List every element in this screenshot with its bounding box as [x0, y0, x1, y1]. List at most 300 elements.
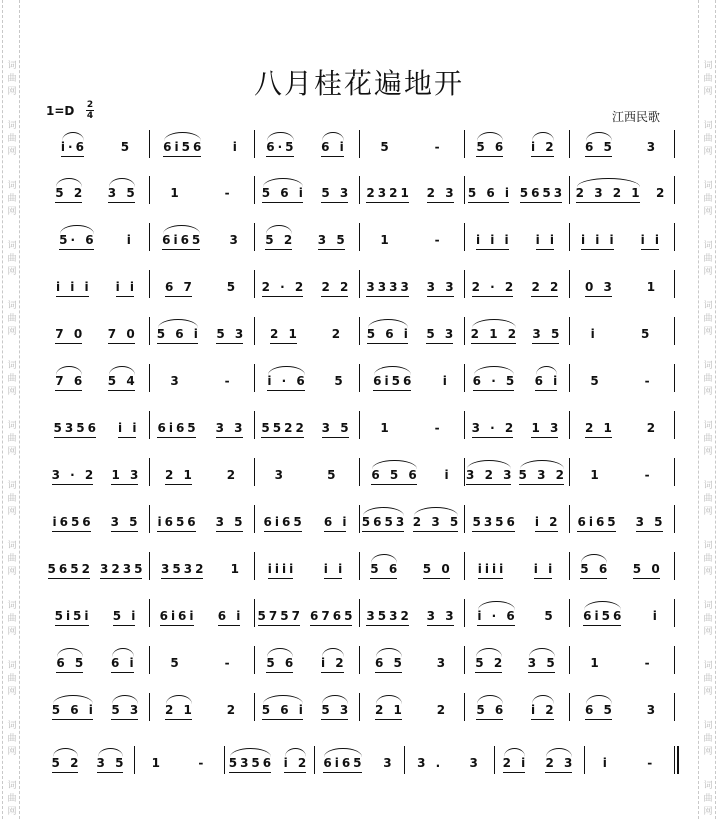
measure	[359, 264, 464, 308]
measure	[149, 311, 254, 355]
note-group: i i	[641, 225, 662, 253]
note-group: 3 5	[322, 413, 352, 441]
score-line	[44, 124, 680, 168]
note-group: 3 5	[97, 748, 127, 776]
measure	[254, 499, 359, 543]
watermark-text: 词 曲 网	[7, 361, 17, 397]
note-group: 0 3	[585, 272, 615, 300]
measure	[44, 264, 149, 308]
note-group: 5	[120, 140, 133, 154]
final-barline	[674, 746, 679, 774]
note-group: 3	[229, 233, 241, 247]
note-group: 3	[646, 703, 659, 717]
note-group: 3 5	[108, 178, 138, 206]
measure	[359, 687, 464, 731]
note-group: 3532	[366, 601, 411, 629]
score-line	[44, 740, 680, 784]
watermark-text: 词 曲 网	[7, 421, 17, 457]
measure	[44, 499, 149, 543]
measure	[149, 640, 254, 684]
note-group: 6 i	[324, 507, 350, 535]
note-group: 5 i	[113, 601, 139, 629]
note-group: i656	[52, 507, 93, 535]
note-group: 5522	[261, 413, 306, 441]
measure	[569, 640, 674, 684]
note-group: i i	[534, 554, 555, 582]
note-group: 3	[469, 756, 481, 770]
note-group: i 2	[531, 132, 557, 160]
score-line	[44, 170, 680, 214]
note-group: 3 3	[427, 601, 457, 629]
measure	[149, 405, 254, 449]
note-group: 6i65	[577, 507, 618, 535]
song-attribution: 江西民歌	[612, 110, 661, 124]
measure	[149, 217, 254, 261]
measure	[359, 452, 464, 496]
watermark-text: 词 曲 网	[7, 481, 17, 517]
measure	[569, 593, 674, 637]
watermark-text: 词 曲 网	[703, 421, 713, 457]
note-group: 6i6i	[160, 601, 197, 629]
measure	[569, 124, 674, 168]
note-group: i	[444, 468, 452, 482]
note-group: 2 3	[427, 178, 457, 206]
watermark-text: 词 曲 网	[7, 61, 17, 97]
note-group: 2 · 2	[262, 272, 307, 300]
note-group: 3 2 3	[466, 460, 514, 488]
note-group: 3235	[100, 554, 145, 582]
measure	[44, 311, 149, 355]
measure	[44, 124, 149, 168]
barline	[674, 223, 675, 251]
measure	[464, 311, 569, 355]
measure	[149, 124, 254, 168]
note-group: 3 5	[318, 225, 348, 253]
note-group: 3333	[366, 272, 411, 300]
barline	[674, 505, 675, 533]
note-group: 6 i	[218, 601, 244, 629]
note-group: 3 5	[532, 319, 562, 347]
measure	[149, 170, 254, 214]
watermark-text: 词 曲 网	[7, 601, 17, 637]
note-group: -	[644, 468, 653, 482]
note-group: 2 1	[165, 460, 195, 488]
note-group: 6 7	[165, 272, 195, 300]
measure	[464, 546, 569, 590]
note-group: i	[602, 756, 610, 770]
note-group: 2 1 2	[471, 319, 519, 347]
watermark-text: 词 曲 网	[703, 781, 713, 817]
measure	[569, 499, 674, 543]
measure	[254, 687, 359, 731]
watermark-text: 词 曲 网	[703, 301, 713, 337]
watermark-text: 词 曲 网	[703, 181, 713, 217]
note-group: 5356	[229, 748, 274, 776]
note-group: 6 5	[375, 648, 405, 676]
barline	[674, 270, 675, 298]
note-group: 3 3	[216, 413, 246, 441]
measure	[569, 687, 674, 731]
key-signature: 1=D	[46, 104, 75, 118]
measure	[359, 546, 464, 590]
measure	[254, 264, 359, 308]
note-group: 1	[646, 280, 659, 294]
measure	[359, 358, 464, 402]
note-group: 6 5	[585, 695, 615, 723]
note-group: 5i5i	[55, 601, 92, 629]
measure	[464, 124, 569, 168]
note-group: i	[126, 233, 134, 247]
note-group: i	[232, 140, 240, 154]
measure	[464, 452, 569, 496]
note-group: -	[224, 656, 233, 670]
left-margin-strip	[2, 0, 20, 819]
watermark-text: 词 曲 网	[703, 661, 713, 697]
note-group: -	[644, 656, 653, 670]
measure	[44, 170, 149, 214]
measure	[44, 687, 149, 731]
barline	[674, 552, 675, 580]
measure	[464, 499, 569, 543]
note-group: 6·5	[266, 132, 296, 160]
note-group: 5 6 i	[367, 319, 411, 347]
note-group: 5 6	[370, 554, 400, 582]
note-group: 5653	[520, 178, 565, 206]
note-group: 5	[170, 656, 182, 670]
measure	[254, 311, 359, 355]
measure	[254, 358, 359, 402]
note-group: 5 3	[321, 178, 351, 206]
note-group: 6765	[310, 601, 355, 629]
note-group: 5	[327, 468, 339, 482]
note-group: 5 6 i	[262, 695, 306, 723]
note-group: 2 1	[585, 413, 615, 441]
note-group: iiii	[268, 554, 296, 582]
score-line	[44, 264, 680, 308]
note-group: 5 3	[321, 695, 351, 723]
note-group: 2	[646, 421, 659, 435]
watermark-text: 词 曲 网	[703, 361, 713, 397]
note-group: 5 2	[55, 178, 85, 206]
note-group: 5 6 i	[157, 319, 201, 347]
page-title: 八月桂花遍地开	[253, 67, 464, 100]
barline	[674, 317, 675, 345]
measure	[359, 124, 464, 168]
note-group: i i	[118, 413, 139, 441]
measure	[254, 593, 359, 637]
note-group: i i i	[476, 225, 512, 253]
note-group: i 2	[284, 748, 310, 776]
measure	[44, 640, 149, 684]
note-group: 5	[544, 609, 556, 623]
barline	[674, 411, 675, 439]
measure	[569, 217, 674, 261]
note-group: 2 1	[270, 319, 300, 347]
measure	[149, 499, 254, 543]
measure	[359, 499, 464, 543]
measure	[359, 311, 464, 355]
note-group: 6i56	[163, 132, 204, 160]
measure	[359, 640, 464, 684]
measure	[254, 217, 359, 261]
note-group: 2 2	[531, 272, 561, 300]
note-group: 3 3	[427, 272, 457, 300]
note-group: 5652	[48, 554, 93, 582]
watermark-text: 词 曲 网	[7, 301, 17, 337]
measure	[359, 217, 464, 261]
note-group: 5	[380, 140, 392, 154]
note-group: 5 3	[216, 319, 246, 347]
note-group: 6i56	[373, 366, 414, 394]
measure	[254, 124, 359, 168]
note-group: 1	[151, 756, 164, 770]
score-line	[44, 405, 680, 449]
note-group: 2 2	[321, 272, 351, 300]
note-group: 5 3	[111, 695, 141, 723]
note-group: i	[590, 327, 598, 341]
note-group: 2 1	[165, 695, 195, 723]
note-group: -	[434, 421, 443, 435]
barline	[674, 458, 675, 486]
score-line	[44, 687, 680, 731]
note-group: 6 · 5	[473, 366, 518, 394]
note-group: -	[434, 140, 443, 154]
note-group: 3 · 2	[472, 413, 517, 441]
measure	[224, 740, 314, 784]
measure	[254, 640, 359, 684]
barline	[674, 599, 675, 627]
note-group: 3 .	[417, 756, 444, 770]
note-group: 7 0	[108, 319, 138, 347]
measure	[464, 170, 569, 214]
barline	[674, 646, 675, 674]
note-group: i · 6	[477, 601, 517, 629]
note-group: i	[442, 374, 450, 388]
measure	[359, 405, 464, 449]
watermark-text: 词 曲 网	[7, 121, 17, 157]
note-group: 6i65	[323, 748, 364, 776]
measure	[254, 405, 359, 449]
note-group: 5 6 i	[262, 178, 306, 206]
measure	[44, 593, 149, 637]
note-group: -	[647, 756, 656, 770]
measure	[254, 170, 359, 214]
measure	[134, 740, 224, 784]
score-line	[44, 358, 680, 402]
note-group: 6i65	[264, 507, 305, 535]
note-group: i·6	[61, 132, 87, 160]
barline	[674, 693, 675, 721]
measure	[569, 546, 674, 590]
note-group: 5 2	[475, 648, 505, 676]
note-group: 5 2	[52, 748, 82, 776]
measure	[359, 170, 464, 214]
measure	[44, 358, 149, 402]
note-group: 7 0	[55, 319, 85, 347]
note-group: 5356	[472, 507, 517, 535]
note-group: 5 0	[633, 554, 663, 582]
note-group: 5	[226, 280, 239, 294]
note-group: 3 5	[216, 507, 246, 535]
note-group: 2	[436, 703, 449, 717]
note-group: 1	[590, 656, 602, 670]
note-group: 6 i	[111, 648, 137, 676]
watermark-text: 词 曲 网	[7, 721, 17, 757]
note-group: 5356	[54, 413, 99, 441]
note-group: -	[224, 374, 233, 388]
note-group: 3	[274, 468, 286, 482]
measure	[569, 264, 674, 308]
measure	[44, 546, 149, 590]
note-group: 2	[226, 468, 239, 482]
note-group: 5 6	[476, 132, 506, 160]
note-group: 6 5	[585, 132, 615, 160]
measure	[464, 264, 569, 308]
score-line	[44, 452, 680, 496]
note-group: 5 3	[426, 319, 456, 347]
measure	[404, 740, 494, 784]
watermark-text: 词 曲 网	[703, 61, 713, 97]
measure	[569, 452, 674, 496]
measure	[44, 217, 149, 261]
measure	[569, 170, 674, 214]
watermark-text: 词 曲 网	[7, 541, 17, 577]
measure	[464, 593, 569, 637]
score-line	[44, 311, 680, 355]
note-group: 5 6	[476, 695, 506, 723]
note-group: 3 · 2	[52, 460, 97, 488]
note-group: i i	[116, 272, 137, 300]
note-group: 2 · 2	[472, 272, 517, 300]
note-group: 5 0	[423, 554, 453, 582]
note-group: 1	[170, 186, 182, 200]
note-group: 3 5	[111, 507, 141, 535]
note-group: i 2	[531, 695, 557, 723]
note-group: 3 5	[528, 648, 558, 676]
measure	[44, 452, 149, 496]
note-group: i 2	[535, 507, 561, 535]
note-group: 5 4	[108, 366, 138, 394]
note-group: 2 i	[503, 748, 529, 776]
measure	[569, 405, 674, 449]
note-group: 2 3 2 1	[576, 178, 643, 206]
note-group: i	[652, 609, 660, 623]
time-denominator: 4	[86, 111, 94, 121]
measure	[44, 740, 134, 784]
note-group: 5	[641, 327, 653, 341]
barline	[674, 130, 675, 158]
measure	[149, 452, 254, 496]
note-group: 5 6 i	[468, 178, 512, 206]
measure	[464, 640, 569, 684]
note-group: 5 3 2	[519, 460, 567, 488]
note-group: 6i56	[583, 601, 624, 629]
note-group: i i	[324, 554, 345, 582]
note-group: 1	[380, 421, 392, 435]
note-group: 3	[646, 140, 659, 154]
watermark-text: 词 曲 网	[7, 181, 17, 217]
note-group: 3	[436, 656, 449, 670]
note-group: 1	[230, 562, 242, 576]
note-group: i656	[157, 507, 198, 535]
note-group: 6 i	[535, 366, 561, 394]
note-group: 2	[331, 327, 344, 341]
note-group: 5653	[362, 507, 407, 535]
note-group: i i	[536, 225, 557, 253]
measure	[464, 358, 569, 402]
note-group: -	[434, 233, 443, 247]
measure	[494, 740, 584, 784]
note-group: 2 3 5	[413, 507, 461, 535]
note-group: 5 6	[266, 648, 296, 676]
measure	[314, 740, 404, 784]
note-group: iiii	[478, 554, 506, 582]
note-group: 1	[590, 468, 602, 482]
measure	[584, 740, 674, 784]
note-group: 5 6	[580, 554, 610, 582]
watermark-text: 词 曲 网	[703, 541, 713, 577]
note-group: 5757	[258, 601, 303, 629]
measure	[254, 546, 359, 590]
barline	[674, 364, 675, 392]
time-signature	[86, 100, 94, 121]
note-group: 2	[655, 186, 668, 200]
watermark-text: 词 曲 网	[7, 661, 17, 697]
note-group: 6i65	[162, 225, 203, 253]
note-group: 5	[334, 374, 346, 388]
measure	[149, 358, 254, 402]
note-group: 2321	[366, 178, 411, 206]
measure	[569, 358, 674, 402]
watermark-text: 词 曲 网	[703, 241, 713, 277]
measure	[254, 452, 359, 496]
note-group: 7 6	[55, 366, 85, 394]
score-line	[44, 593, 680, 637]
watermark-text: 词 曲 网	[7, 781, 17, 817]
score-line	[44, 640, 680, 684]
note-group: 3532	[161, 554, 206, 582]
measure	[149, 593, 254, 637]
note-group: 6 5	[56, 648, 86, 676]
note-group: 1 3	[531, 413, 561, 441]
note-group: 3	[170, 374, 182, 388]
note-group: -	[224, 186, 233, 200]
note-group: 5· 6	[59, 225, 96, 253]
measure	[359, 593, 464, 637]
note-group: 6i65	[157, 413, 198, 441]
measure	[464, 687, 569, 731]
note-group: -	[644, 374, 653, 388]
watermark-text: 词 曲 网	[7, 241, 17, 277]
measure	[464, 217, 569, 261]
note-group: 2	[226, 703, 239, 717]
note-group: 1	[380, 233, 392, 247]
barline	[674, 176, 675, 204]
note-group: 2 3	[545, 748, 575, 776]
measure	[569, 311, 674, 355]
note-group: i i i	[581, 225, 617, 253]
watermark-text: 词 曲 网	[703, 121, 713, 157]
note-group: i · 6	[267, 366, 307, 394]
watermark-text: 词 曲 网	[703, 601, 713, 637]
note-group: 2 1	[375, 695, 405, 723]
note-group: 1 3	[111, 460, 141, 488]
measure	[149, 264, 254, 308]
score-line	[44, 546, 680, 590]
note-group: 6 i	[321, 132, 347, 160]
note-group: 5 6 i	[52, 695, 96, 723]
note-group: 5	[590, 374, 602, 388]
